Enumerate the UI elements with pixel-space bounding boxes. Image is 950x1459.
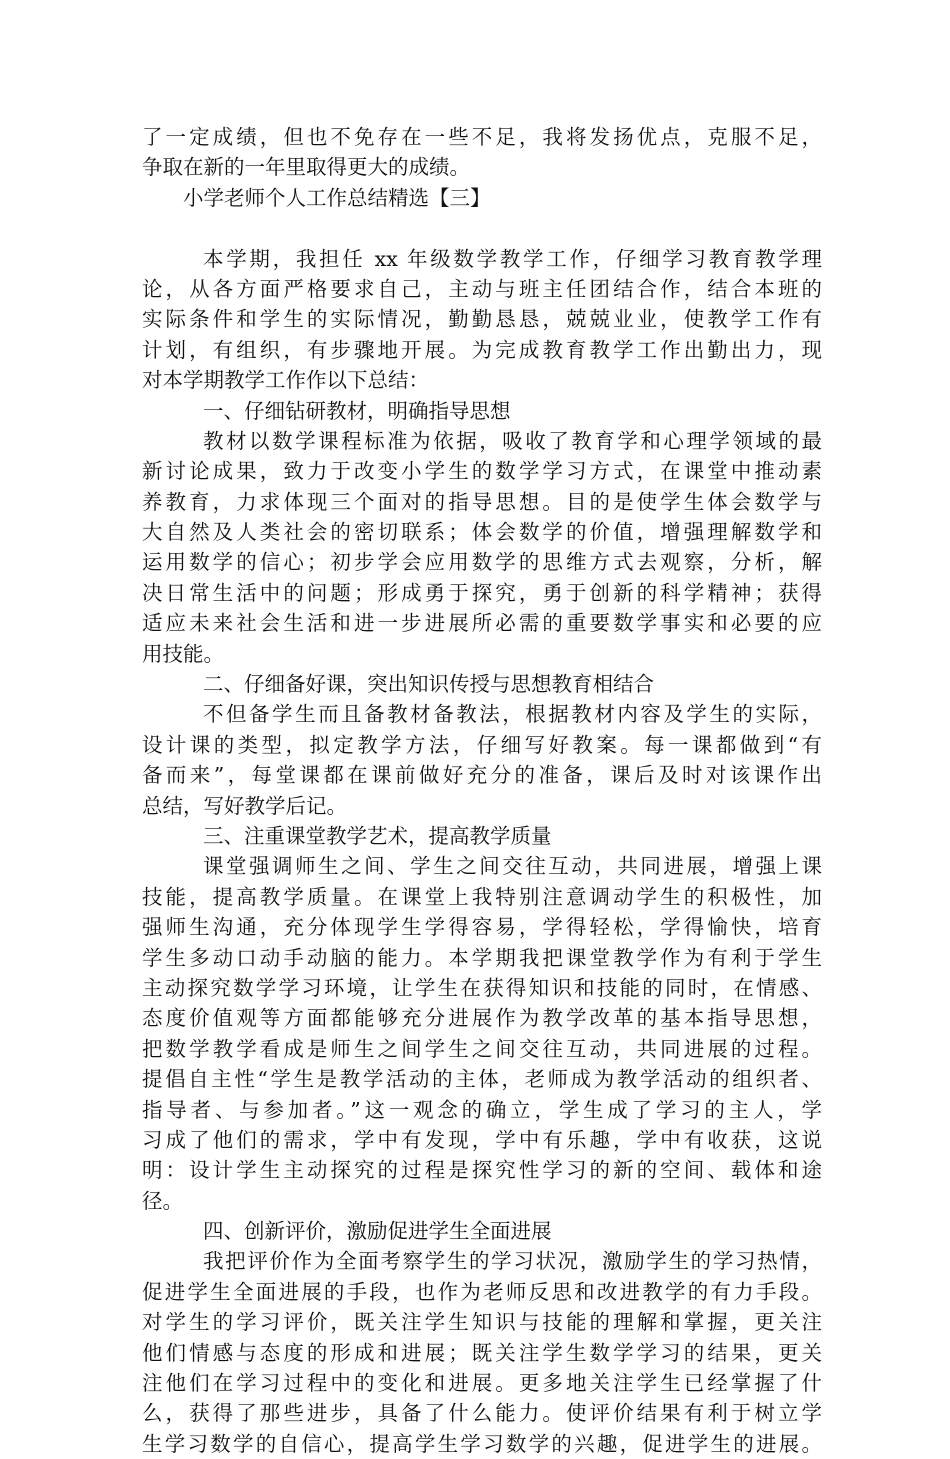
section-heading: 四、创新评价，激励促进学生全面进展 [203, 1219, 552, 1244]
document-page [142, 122, 822, 1459]
section-1 [142, 396, 822, 670]
section-line: 我把评价作为全面考察学生的学习状况，激励学生的学习热情， [203, 1249, 822, 1274]
section-line: 习成了他们的需求，学中有发现，学中有乐趣，学中有收获，这说 [142, 1127, 822, 1152]
opening-paragraph [142, 244, 822, 396]
section-4 [142, 1216, 822, 1459]
opening-line: 论，从各方面严格要求自己，主动与班主任团结合作，结合本班的 [142, 276, 822, 301]
section-title: 小学老师个人工作总结精选【三】 [183, 185, 491, 210]
section-line: 决日常生活中的问题；形成勇于探究，勇于创新的科学精神；获得 [142, 580, 822, 605]
section-line: 生学习数学的自信心，提高学生学习数学的兴趣，促进学生的进展。 [142, 1431, 822, 1456]
intro-paragraph [142, 122, 822, 183]
opening-line: 本学期，我担任 xx 年级数学教学工作，仔细学习教育教学理 [203, 246, 822, 271]
section-line: 促进学生全面进展的手段，也作为老师反思和改进教学的有力手段。 [142, 1279, 822, 1304]
section-line: 强师生沟通，充分体现学生学得容易，学得轻松，学得愉快，培育 [142, 915, 822, 940]
opening-line: 对本学期教学工作作以下总结： [142, 368, 429, 393]
section-line: 运用数学的信心；初步学会应用数学的思维方式去观察，分析，解 [142, 550, 822, 575]
section-line: 教材以数学课程标准为依据，吸收了教育学和心理学领域的最 [203, 428, 822, 453]
section-3 [142, 821, 822, 1216]
section-line: 大自然及人类社会的密切联系；体会数学的价值，增强理解数学和 [142, 520, 822, 545]
section-line: 明：设计学生主动探究的过程是探究性学习的新的空间、载体和途 [142, 1158, 822, 1183]
section-line: 不但备学生而且备教材备教法，根据教材内容及学生的实际， [203, 702, 822, 727]
section-line: 适应未来社会生活和进一步进展所必需的重要数学事实和必要的应 [142, 611, 822, 636]
intro-line: 了一定成绩，但也不免存在一些不足，我将发扬优点，克服不足， [142, 125, 822, 149]
section-line: 技能，提高教学质量。在课堂上我特别注意调动学生的积极性，加 [142, 884, 822, 909]
section-line: 么，获得了那些进步，具备了什么能力。使评价结果有利于树立学 [142, 1401, 822, 1426]
intro-line: 争取在新的一年里取得更大的成绩。 [142, 155, 470, 180]
section-line: 主动探究数学学习环境，让学生在获得知识和技能的同时，在情感、 [142, 975, 822, 1000]
section-line: 对学生的学习评价，既关注学生知识与技能的理解和掌握，更关注 [142, 1310, 822, 1335]
section-heading: 二、仔细备好课，突出知识传授与思想教育相结合 [203, 672, 654, 697]
section-line: 养教育，力求体现三个面对的指导思想。目的是使学生体会数学与 [142, 489, 822, 514]
section-line: 径。 [142, 1188, 183, 1213]
section-heading: 一、仔细钻研教材，明确指导思想 [203, 398, 511, 423]
section-line: 把数学教学看成是师生之间学生之间交往互动，共同进展的过程。 [142, 1036, 822, 1061]
blank-line [142, 213, 822, 243]
section-line: 注他们在学习过程中的变化和进展。更多地关注学生已经掌握了什 [142, 1371, 822, 1396]
opening-line: 计划，有组织，有步骤地开展。为完成教育教学工作出勤出力，现 [142, 337, 822, 362]
opening-line: 实际条件和学生的实际情况，勤勤恳恳，兢兢业业，使教学工作有 [142, 307, 822, 332]
section-line: 课堂强调师生之间、学生之间交往互动，共同进展，增强上课 [203, 854, 822, 879]
section-line: 提倡自主性“学生是教学活动的主体，老师成为教学活动的组织者、 [142, 1067, 822, 1092]
section-line: 态度价值观等方面都能够充分进展作为教学改革的基本指导思想， [142, 1006, 822, 1031]
section-line: 学生多动口动手动脑的能力。本学期我把课堂教学作为有利于学生 [142, 945, 822, 970]
section-line: 备而来”，每堂课都在课前做好充分的准备，课后及时对该课作出 [142, 763, 822, 788]
section-line: 新讨论成果，致力于改变小学生的数学学习方式，在课堂中推动素 [142, 459, 822, 484]
section-line: 他们情感与态度的形成和进展；既关注学生数学学习的结果，更关 [142, 1340, 822, 1365]
section-2 [142, 669, 822, 821]
section-line: 指导者、与参加者。”这一观念的确立，学生成了学习的主人，学 [142, 1097, 822, 1122]
section-line: 设计课的类型，拟定教学方法，仔细写好教案。每一课都做到“有 [142, 732, 822, 757]
section-line: 用技能。 [142, 641, 224, 666]
section-line: 总结，写好教学后记。 [142, 793, 347, 818]
section-heading: 三、注重课堂教学艺术，提高教学质量 [203, 823, 552, 848]
